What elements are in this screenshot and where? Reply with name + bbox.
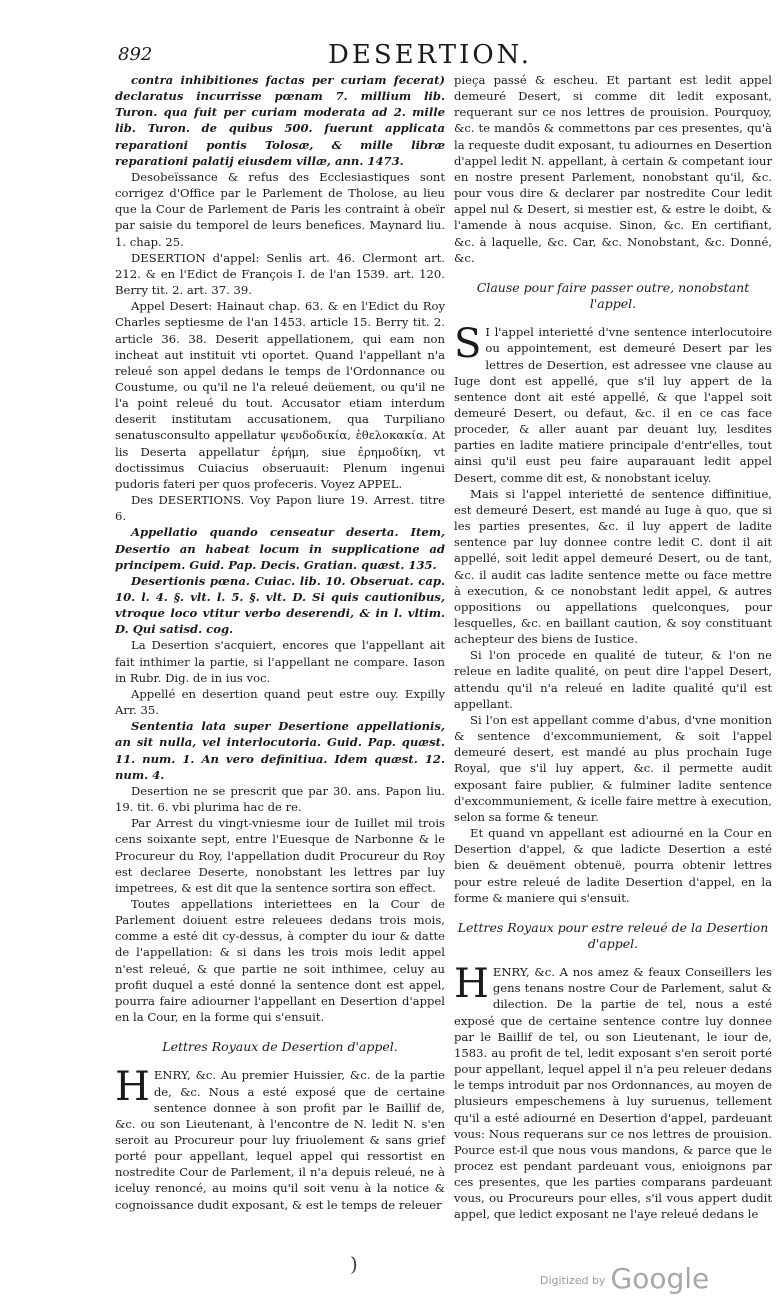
drop-cap: S <box>454 321 482 368</box>
paragraph: pieça passé & escheu. Et partant est ledit appel demeuré Desert, si comme dit ledit exposant, requerant sur ce nos lettres de prouision. Pourquoy, &c. te mandōs & commettons par ces presentes, qu'à la requeste dudit exposant, tu adiournes en Desertion d'appel ledit N. appellant, à certain & competant iour en nostre present Parlement, nonobstant qu'il, &c. pour vous dire & declarer par nostredite Cour ledit appel nul & Desert, si mestier est, & estre le doibt, & l'amende à nous acquise. Sinon, &c. En certifiant, &c. à laquelle, &c. Car, &c. Nonobstant, &c. Donné, &c. <box>454 73 772 265</box>
section-heading: Lettres Royaux pour estre releué de la Desertion d'appel. <box>457 919 769 951</box>
paragraph: Desertion ne se prescrit que par 30. ans. Papon liu. 19. tit. 6. vbi plurima hac de re. <box>115 783 445 815</box>
page-header <box>118 40 768 72</box>
paragraph: Mais si l'appel interietté de sentence diffinitiue, est demeuré Desert, est mandé au Iuge à quo, que si les parties presentes, &c. il luy appert de ladite sentence par luy donnee contre ledit C. dont il ait appellé, soit ledit appel demeuré Desert, ou de tant, &c. il audit cas ladite sentence mette ou face mettre à execution, & ce nonobstant ledit appel, & autres oppositions ou appellations quelconques, pour lesquelles, &c. en baillant caution, & soy constituant achepteur des biens de Iustice. <box>454 486 772 647</box>
paragraph: Desobeïssance & refus des Ecclesiastiques sont corrigez d'Office par le Parlement de Tholose, au lieu que la Cour de Parlement de Paris les contraint à obeïr par saisie du temporel de leurs benefices. Maynard liu. 1. chap. 25. <box>115 169 445 249</box>
right-column <box>454 72 772 1223</box>
drop-cap: H <box>454 961 489 1008</box>
paragraph: Des DESERTIONS. Voy Papon liure 19. Arrest. titre 6. <box>115 493 445 524</box>
letter-text: ENRY, &c. Au premier Huissier, &c. de la partie de, &c. Nous a esté exposé que de certaine sentence donnee à son profit par le Baillif de, &c. ou son Lieutenant, à l'encontre de N. ledit N. s'en seroit au Procureur pour luy friuolement & sans grief porté pour appellant, lequel appel qui ressortist en nostredite Cour de Parlement, il n'a depuis releué, ne à iceluy renoncé, au moins qu'il soit venu à la notice & cognoissance dudit exposant, & est le temps de releuer <box>115 1068 445 1212</box>
letter-paragraph <box>115 1064 445 1212</box>
paragraph: DESERTION d'appel: Senlis art. 46. Clermont art. 212. & en l'Edict de François I. de l'an 1539. art. 120. Berry tit. 2. art. 37. 39. <box>115 250 445 298</box>
page-number: 892 <box>118 44 153 65</box>
letter-paragraph <box>454 961 772 1223</box>
google-watermark <box>540 1262 709 1295</box>
paragraph: Appel Desert: Hainaut chap. 63. & en l'Edict du Roy Charles septiesme de l'an 1453. article 15. Berry tit. 2. article 36. 38. Deserit appellationem, qui eam non incheat aut instituit vti oportet. Quand l'appellant n'a releué son appel dedans le temps de l'Ordonnance ou Coustume, ou qu'il ne l'a releué deüement, ou qu'il ne l'a point releué du tout. Accusator etiam interdum deserit institutam accusationem, qua Turpiliano senatusconsulto appellatur ψευδοδικία, ἐθελοκακία. At lis Deserta appellatur ἐρήμη, siue ἐρημοδίκη, vt doctissimus Cuiacius obseruauit: Plenum ingenui pudoris fateri per quos profeceris. Voyez APPEL. <box>115 299 445 491</box>
digitized-by-label: Digitized by <box>540 1274 606 1287</box>
running-title: DESERTION. <box>328 40 533 70</box>
stray-mark: ) <box>350 1252 358 1276</box>
drop-cap: H <box>115 1064 150 1111</box>
latin-citation: Sententia lata super Desertione appellationis, an sit nulla, vel interlocutoria. Guid. Pap. quæst. 11. num. 1. An vero definitiua. Idem quæst. 12. num. 4. <box>115 719 445 782</box>
letter-text: I l'appel interietté d'vne sentence interlocutoire ou appointement, est demeuré Desert par les lettres de Desertion, est adressee vne clause au Iuge dont est appellé, que s'il luy appert de la sentence dont ait esté appellé, & que l'appel soit demeuré Desert, ou defaut, &c. il en ce cas face proceder, & aller auant par deuant luy, lesdites parties en ladite matiere principale d'entr'elles, tout ainsi qu'il eust peu faire auparauant ledit appel Desert, comme dit est, & nonobstant iceluy. <box>454 325 772 485</box>
google-logo: Google <box>610 1262 710 1295</box>
paragraph: Appellé en desertion quand peut estre ouy. Expilly Arr. 35. <box>115 686 445 718</box>
paragraph: Si l'on est appellant comme d'abus, d'vne monition & sentence d'excommuniement, & soit l'appel demeuré desert, est mandé au plus prochain Iuge Royal, que s'il luy appert, &c. il permette audit exposant faire publier, & fulminer ladite sentence d'excommuniement, & icelle faire mettre à execution, selon sa forme & teneur. <box>454 712 772 824</box>
paragraph: La Desertion s'acquiert, encores que l'appellant ait fait inthimer la partie, si l'appellant ne compare. Iason in Rubr. Dig. de in ius voc. <box>115 638 445 685</box>
latin-citation: Desertionis pœna. Cuiac. lib. 10. Obseruat. cap. 10. l. 4. §. vlt. l. 5. §. vlt. D. Si quis cautionibus, vtroque loco vtitur verbo deserendi, & in l. vltim. D. Qui satisd. cog. <box>115 573 445 637</box>
paragraph: Par Arrest du vingt-vniesme iour de Iuillet mil trois cens soixante sept, entre l'Euesque de Narbonne & le Procureur du Roy, l'appellation dudit Procureur du Roy est declaree Deserte, nonobstant les lettres par luy impetrees, & est dit que la sentence sortira son effect. <box>115 816 445 895</box>
section-heading: Lettres Royaux de Desertion d'appel. <box>162 1039 398 1055</box>
paragraph: Et quand vn appellant est adiourné en la Cour en Desertion d'appel, & que ladicte Desertion a esté bien & deuëment obtenuë, pourra obtenir lettres pour estre releué de ladite Desertion d'appel, en la forme & maniere qui s'ensuit. <box>454 826 772 905</box>
section-heading: Clause pour faire passer outre, nonobstant l'appel. <box>476 279 750 312</box>
latin-citation: Appellatio quando censeatur deserta. Item, Desertio an habeat locum in supplicatione ad principem. Guid. Pap. Decis. Gratian. quæst. 135. <box>115 525 445 572</box>
left-column <box>115 72 445 1213</box>
latin-citation: contra inhibitiones factas per curiam fecerat) declaratus incurrisse pœnam 7. millium lib. Turon. qua fuit per curiam moderata ad 2. mille lib. Turon. de quibus 500. fuerunt applicata reparationi pontis Tolosæ, & mille libræ reparationi palatij eiusdem villæ, ann. 1473. <box>115 73 445 168</box>
letter-paragraph <box>454 321 772 486</box>
letter-text: ENRY, &c. A nos amez & feaux Conseillers les gens tenans nostre Cour de Parlement, salut & dilection. De la partie de tel, nous a esté exposé que de certaine sentence contre luy donnee par le Baillif de tel, ou son Lieutenant, le iour de, 1583. au profit de tel, ledit exposant s'en seroit porté pour appellant, lequel appel il n'a peu releuer dedans le temps introduit par nos Ordonnances, au moyen de plusieurs empeschemens à luy suruenus, tellement qu'il a esté adiourné en Desertion d'appel, pardeuant vous: Nous requerans sur ce nos lettres de prouision. Pource est-il que nous vous mandons, & parce que le procez est pendant pardeuant vous, enioignons par ces presentes, que les parties comparans pardeuant vous, ou Procureurs pour elles, s'il vous appert dudit appel, que ledict exposant ne l'aye releué dedans le <box>454 965 772 1222</box>
paragraph: Toutes appellations interiettees en la Cour de Parlement doiuent estre releuees dedans trois mois, comme a esté dit cy-dessus, à compter du iour & datte de l'appellation: & si dans les trois mois ledit appel n'est releué, & que partie ne soit inthimee, celuy au profit duquel a esté donné la sentence dont est appel, pourra faire adiourner l'appellant en Desertion d'appel en la Cour, en la forme qui s'ensuit. <box>115 896 445 1025</box>
paragraph: Si l'on procede en qualité de tuteur, & l'on ne releue en ladite qualité, on peut dire l'appel Desert, attendu qu'il n'a releué en ladite qualité qu'il est appellant. <box>454 648 772 711</box>
